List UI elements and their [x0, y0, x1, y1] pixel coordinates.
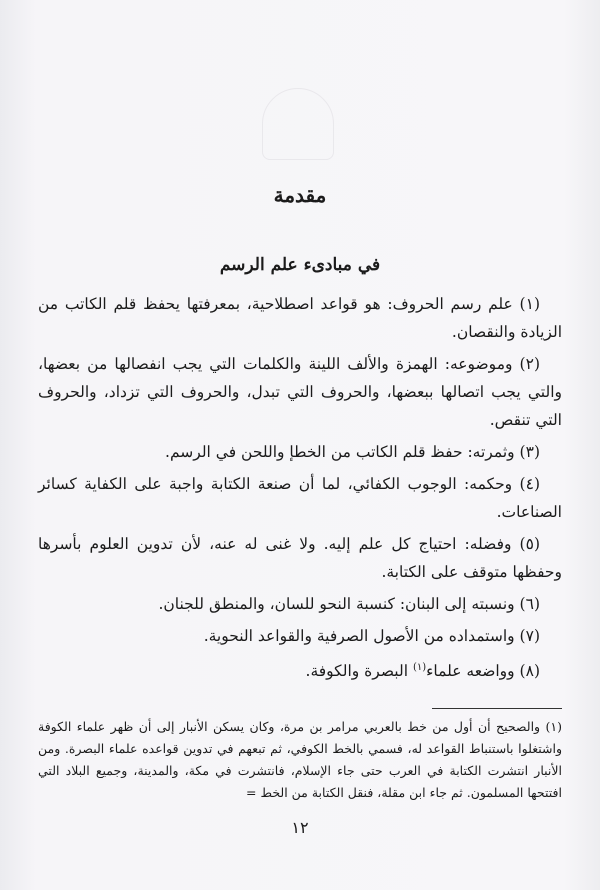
footnote: (١) والصحيح أن أول من خط بالعربي مرامر بن مرة، وكان يسكن الأنبار إلى أن ظهر علماء الكوفة واشتغلوا باستنباط القواعد له، فسمي بالخط الكوفي، ثم تبعهم في تدوين قواعده علماء البصرة. ومن الأنبار انتشرت الكتابة في العرب حتى جاء الإسلام، فانتشرت في مكة، والمدينة، وجميع البلاد التي افتتحها المسلمون. ثم جاء ابن مقلة، فنقل الكتابة من الخط =	[38, 719, 562, 800]
main-text	[38, 290, 562, 689]
paragraph-5: (٥) وفضله: احتياج كل علم إليه. ولا غنى له عنه، لأن تدوين العلوم بأسرها وحفظها متوقف على الكتابة.	[38, 535, 562, 581]
paragraph-2: (٢) وموضوعه: الهمزة والألف اللينة والكلمات التي يجب انفصالها من بعضها، والتي يجب اتصالها ببعضها، والحروف التي تبدل، والحروف التي تزداد، والحروف التي تنقص.	[38, 355, 562, 429]
paragraph-6: (٦) ونسبته إلى البنان: كنسبة النحو للسان، والمنطق للجنان.	[158, 595, 540, 613]
page-number: ١٢	[291, 818, 309, 837]
paragraph-7: (٧) واستمداده من الأصول الصرفية والقواعد النحوية.	[203, 627, 540, 645]
paragraph-4: (٤) وحكمه: الوجوب الكفائي، لما أن صنعة الكتابة واجبة على الكفاية كسائر الصناعات.	[38, 475, 562, 521]
paragraph-8-head: (٨) وواضعه علماء	[426, 662, 540, 681]
section-subtitle: في مبادىء علم الرسم	[219, 255, 381, 275]
footnote-divider	[432, 708, 562, 709]
faded-ornament	[262, 88, 334, 160]
page-title: مقدمة	[273, 183, 327, 207]
footnote-marker: (١)	[412, 662, 427, 673]
paragraph-1: (١) علم رسم الحروف: هو قواعد اصطلاحية، بمعرفتها يحفظ قلم الكاتب من الزيادة والنقصان.	[38, 295, 562, 341]
paragraph-8	[38, 654, 562, 685]
paragraph-3: (٣) وثمرته: حفظ قلم الكاتب من الخطإ واللحن في الرسم.	[165, 443, 540, 461]
paragraph-8-tail: البصرة والكوفة.	[305, 662, 413, 681]
